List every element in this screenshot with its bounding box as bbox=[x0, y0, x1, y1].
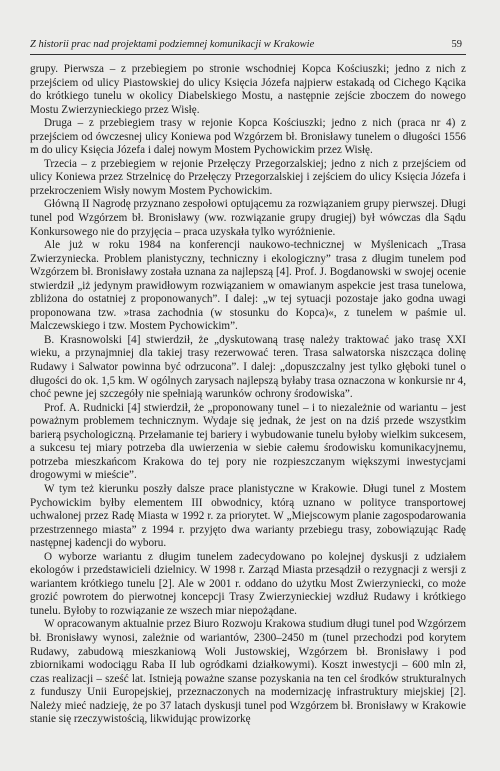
paragraph-7: Prof. A. Rudnicki [4] stwierdził, że „proponowany tunel – i to niezależnie od wariantu – jest poważnym problemem technicznym. Wydaje się jednak, że jest on na dziś przede wszystkim barierą psychologiczną. Przełamanie tej bariery i wybudowanie tunelu byłoby wielkim sukcesem, a sukcesu tej miary potrzeba dla uwierzenia w siebie całemu środowisku komunikacyjnemu, potrzeba mieszkańcom Krakowa do tej pory nie rozpieszczanym większymi inwestycjami drogowymi w mieście”. bbox=[30, 401, 466, 482]
paragraph-9: O wyborze wariantu z długim tunelem zadecydowano po kolejnej dyskusji z udziałem ekologów i przedstawicieli dzielnicy. W 1998 r. Zarząd Miasta przesądził o rezygnacji z wersji z wariantem krótkiego tunelu [2]. Ale w 2001 r. oddano do użytku Most Zwierzyniecki, co może grozić powrotem do pierwotnej koncepcji Trasy Zwierzynieckiej wzdłuż Rudawy i krótkiego tunelu. Byłoby to rozwiązanie ze wszech miar niepożądane. bbox=[30, 550, 466, 617]
running-title: Z historii prac nad projektami podziemnej komunikacji w Krakowie bbox=[30, 39, 315, 50]
paragraph-2: Druga – z przebiegiem trasy w rejonie Kopca Kościuszki; jedno z nich (praca nr 4) z przejściem od ówczesnej ulicy Koniewa pod Wzgórzem bł. Bronisławy tunelem o długości 1556 m do ulicy Księcia Józefa i dalej nowym Mostem Pychowickim przez Wisłę. bbox=[30, 117, 466, 157]
body-text bbox=[30, 63, 466, 727]
paragraph-4: Główną II Nagrodę przyznano zespołowi optującemu za rozwiązaniem grupy pierwszej. Długi tunel pod Wzgórzem bł. Bronisławy (ww. rozwiązanie grupy drugiej) był wówczas dla Sądu Konkursowego nie do przyjęcia – praca uzyskała tylko wyróżnienie. bbox=[30, 198, 466, 238]
paragraph-1: grupy. Pierwsza – z przebiegiem po stronie wschodniej Kopca Kościuszki; jedno z nich z przejściem od ulicy Piastowskiej do ulicy Księcia Józefa najpierw estakadą od Cichego Kącika do krótkiego tunelu w okolicy Diabelskiego Mostu, a następnie zejście zboczem do nowego Mostu Zwierzynieckiego przez Wisłę. bbox=[30, 63, 466, 116]
paragraph-6: B. Krasnowolski [4] stwierdził, że „dyskutowaną trasę należy traktować jako trasę XXI wieku, a przynajmniej dla takiej trasy rezerwować teren. Trasa salwatorska niszcząca dolinę Rudawy i Salwator powinna być odrzucona”. I dalej: „dopuszczalny jest tylko głęboki tunel o długości do ok. 1,5 km. W ogólnych zarysach najlepszą byłaby trasa oznaczona w konkursie nr 4, choć pewne jej szczegóły nie spełniają warunków ochrony środowiska”. bbox=[30, 333, 466, 401]
running-header bbox=[30, 38, 466, 55]
paragraph-8: W tym też kierunku poszły dalsze prace planistyczne w Krakowie. Długi tunel z Mostem Pychowickim byłby elementem III obwodnicy, którą uznano w polityce transportowej uchwalonej przez Radę Miasta w 1992 r. za priorytet. W „Miejscowym planie zagospodarowania przestrzennego miasta” z 1994 r. przyjęto dwa warianty przebiegu trasy, zobowiązując Radę następnej kadencji do wyboru. bbox=[30, 482, 466, 550]
paragraph-5: Ale już w roku 1984 na konferencji naukowo-technicznej w Myślenicach „Trasa Zwierzyniecka. Problem planistyczny, techniczny i ekologiczny” trasa z długim tunelem pod Wzgórzem bł. Bronisławy została uznana za najlepszą [4]. Prof. J. Bogdanowski w swojej ocenie stwierdził „iż jedynym prawidłowym rozwiązaniem w omawianym aspekcie jest trasa tunelowa, zbliżona do ostatniej z proponowanych”. I dalej: „w tej sytuacji pozostaje jako godna uwagi proponowana tzw. »trasa zachodnia (w stosunku do Kopca)«, z tunelem w paśmie ul. Malczewskiego i tzw. Mostem Pychowickim”. bbox=[30, 239, 466, 333]
page-number: 59 bbox=[451, 39, 462, 50]
paragraph-3: Trzecia – z przebiegiem w rejonie Przełęczy Przegorzalskiej; jedno z nich z przejściem od ulicy Koniewa przez Strzelnicę do Przełęczy Przegorzalskiej i zejściem do ulicy Księcia Józefa i przekroczeniem Wisły nowym Mostem Pychowickim. bbox=[30, 157, 466, 197]
paragraph-10: W opracowanym aktualnie przez Biuro Rozwoju Krakowa studium długi tunel pod Wzgórzem bł. Bronisławy wynosi, zależnie od wariantów, 2300–2450 m (tunel przechodzi pod korytem Rudawy, zabudową mieszkaniową Woli Justowskiej, Wzgórzem bł. Bronisławy i pod zbiornikami wodociągu Raba II lub ogródkami działkowymi). Koszt inwestycji – 600 mln zł, czas realizacji – sześć lat. Istnieją poważne szanse pozyskania na ten cel środków strukturalnych z funduszy Unii Europejskiej, przeznaczonych na modernizację infrastruktury miejskiej [2]. Należy mieć nadzieję, że po 37 latach dyskusji tunel pod Wzgórzem bł. Bronisławy w Krakowie stanie się rzeczywistością, likwidując prowizorkę bbox=[30, 618, 466, 726]
